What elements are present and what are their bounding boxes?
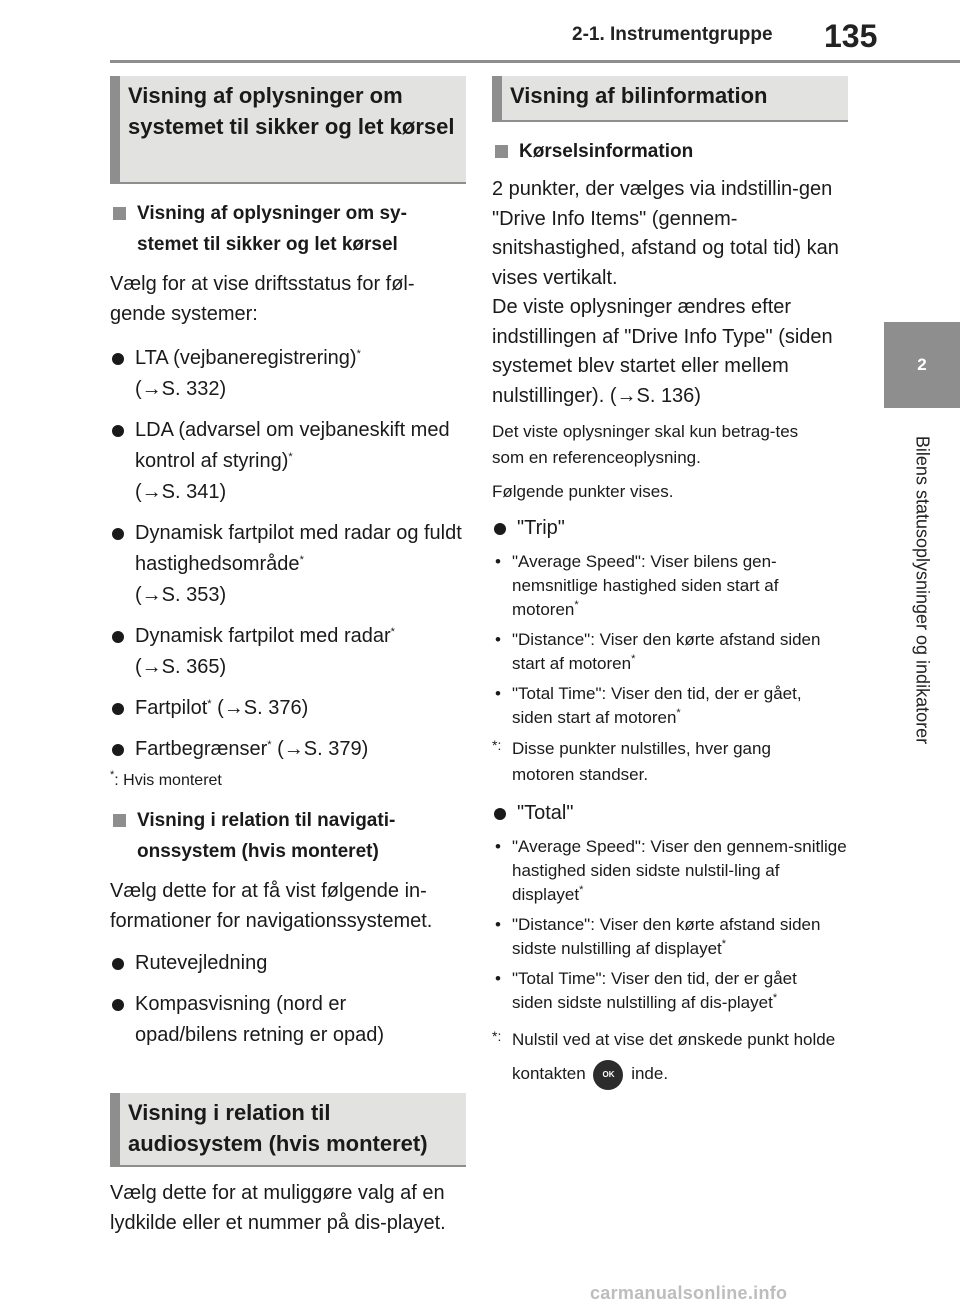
list-item: • "Total Time": Viser den tid, der er gået siden sidste nulstilling af dis-playet* — [492, 967, 832, 1015]
list-item: Dynamisk fartpilot med radar* (→S. 365) — [110, 621, 466, 683]
paragraph-systems: Vælg for at vise driftsstatus for føl-gende systemer: — [110, 273, 415, 325]
arrow-icon: → — [616, 384, 637, 407]
page-reference-link[interactable]: S. 332) — [161, 378, 227, 400]
note-reference: Det viste oplysninger skal kun betrag-tes som en referenceoplysning. — [492, 422, 799, 467]
arrow-icon: → — [223, 697, 244, 719]
list-item: • "Average Speed": Viser den gennem-snitlige hastighed siden sidste nulstil-ling af displayet* — [492, 835, 852, 907]
list-item: • "Average Speed": Viser bilens gen-nemsnitlige hastighed siden start af motoren* — [492, 550, 842, 622]
right-column — [492, 76, 848, 1091]
page-reference-link[interactable]: S. 365) — [161, 656, 227, 678]
arrow-icon: → — [141, 584, 162, 606]
watermark: carmanualsonline.info — [590, 1283, 788, 1303]
footnote: *: Nulstil ved at vise det ønskede punkt holde kontakten OK inde. — [492, 1023, 852, 1091]
section-box-vehicle-info: Visning af bilinformation — [492, 76, 848, 122]
note-items: Følgende punkter vises. — [492, 482, 674, 501]
heading-safe-driving: Visning af oplysninger om sy-stemet til sikker og let kørsel — [110, 198, 467, 260]
section-box-audio: Visning i relation til audiosystem (hvis monteret) — [110, 1093, 466, 1167]
chapter-number: 2 — [917, 355, 927, 374]
page-reference-link[interactable]: S. 136) — [636, 384, 701, 407]
list-item: • "Total Time": Viser den tid, der er gået, siden start af motoren* — [492, 682, 832, 730]
left-column — [110, 76, 466, 1238]
list-item: LDA (advarsel om vejbaneskift med kontrol af styring)* (→S. 341) — [110, 415, 465, 508]
page-number: 135 — [824, 18, 878, 54]
arrow-icon: → — [141, 656, 162, 678]
section-box-safe-driving: Visning af oplysninger om systemet til sikker og let kørsel — [110, 76, 466, 184]
page-reference-link[interactable]: S. 376) — [243, 697, 309, 719]
list-item-trip: "Trip" — [492, 513, 848, 544]
list-item: • "Distance": Viser den kørte afstand siden start af motoren* — [492, 628, 832, 676]
page-reference-link[interactable]: S. 353) — [161, 584, 227, 606]
list-item: LTA (vejbaneregistrering)* (→S. 332) — [110, 343, 466, 405]
paragraph-audio: Vælg dette for at muliggøre valg af en lydkilde eller et nummer på dis-playet. — [110, 1182, 446, 1234]
heading-navigation: Visning i relation til navigati-onssystem (hvis monteret) — [110, 805, 467, 867]
arrow-icon: → — [141, 481, 162, 503]
list-item: Fartpilot* (→S. 376) — [110, 693, 466, 724]
list-item: Rutevejledning — [110, 948, 466, 979]
header-rule — [110, 60, 960, 63]
list-item: Kompasvisning (nord er opad/bilens retning er opad) — [110, 989, 435, 1051]
paragraph-drive-info-items: 2 punkter, der vælges via indstillin-gen "Drive Info Items" (gennem-snitshastighed, afstand og total tid) kan vises vertikalt. — [492, 178, 839, 289]
chapter-tab — [884, 322, 960, 408]
list-item: Fartbegrænser* (→S. 379) — [110, 734, 466, 765]
page-reference-link[interactable]: S. 341) — [161, 481, 227, 503]
footnote: *: Disse punkter nulstilles, hver gang motoren standser. — [492, 737, 771, 784]
arrow-icon: → — [141, 378, 162, 400]
list-item: Dynamisk fartpilot med radar og fuldt hastighedsområde* (→S. 353) — [110, 518, 465, 611]
arrow-icon: → — [283, 738, 304, 760]
footnote: *: Hvis monteret — [110, 769, 222, 789]
page-reference-link[interactable]: S. 379) — [303, 738, 369, 760]
paragraph-navigation: Vælg dette for at få vist følgende in-formationer for navigationssystemet. — [110, 880, 433, 932]
list-item-total: "Total" — [492, 798, 848, 829]
list-item: • "Distance": Viser den kørte afstand siden sidste nulstilling af displayet* — [492, 913, 832, 961]
heading-driving-info: Kørselsinformation — [492, 136, 848, 167]
paragraph-drive-info-type: De viste oplysninger ændres efter indstillingen af "Drive Info Type" (siden systemet blev startet eller mellem nulstillinger). (→S. 136) — [492, 293, 842, 411]
chapter-title: Bilens statusoplysninger og indikatorer — [912, 435, 933, 745]
section-title: 2-1. Instrumentgruppe — [572, 24, 773, 45]
ok-button-icon: OK — [593, 1060, 623, 1090]
